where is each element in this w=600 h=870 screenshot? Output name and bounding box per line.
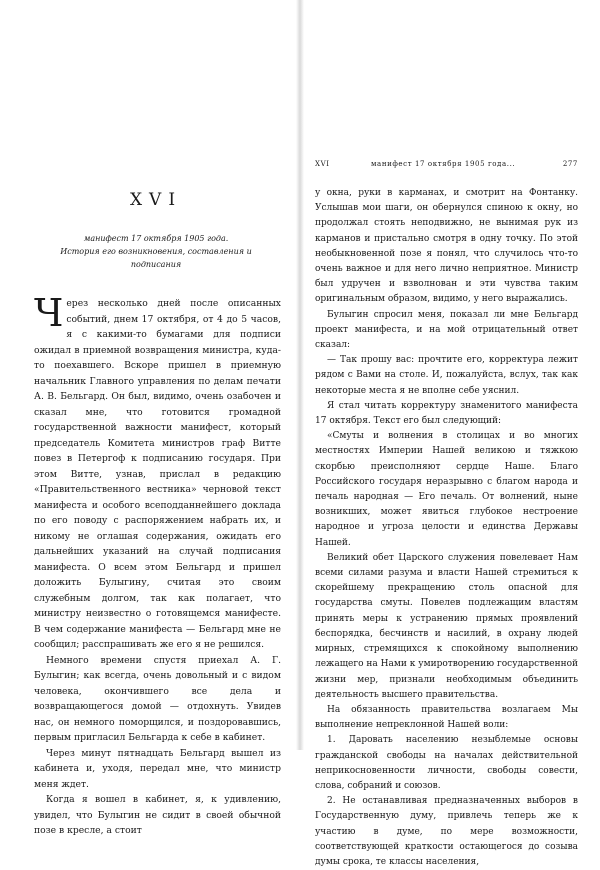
right-page: [301, 0, 600, 867]
chapter-number: XVI: [129, 190, 183, 210]
paragraph: — Так прошу вас: прочтите его, корректура лежит рядом с Вами на столе. И, пожалуйста, вслух, так как некоторые места я не вполне себе уяснил.: [315, 355, 578, 396]
paragraph: Через минут пятнадцать Бельгард вышел из кабинета и, уходя, передал мне, что министр меня ждет.: [34, 747, 281, 790]
paragraph: Великий обет Царского служения повелевает Нам всеми силами разума и власти Нашей стремиться к скорейшему прекращению столь опасной для государства смуты. Повелев подлежащим властям принять меры к устранению прямых проявлений беспорядка, бесчинств и насилий, в охрану людей мирных, стремящихся к спокойному выполнению лежащего на Нами к умиротворению государственной жизни мер, признали необходимым объединить деятельность высшего правительства.: [315, 552, 578, 700]
left-body-text: [34, 291, 281, 839]
running-head-chapter: XVI: [315, 160, 330, 168]
chapter-subtitle-line: манифест 17 октября 1905 года.: [83, 234, 229, 243]
paragraph: у окна, руки в карманах, и смотрит на Фонтанку. Услышав мои шаги, он обернулся спиною к окну, но продолжал стоять неподвижно, не вынимая рук из карманов и пристально смотря в одну точку. По этой необыкновенной позе я понял, что случилось что-то очень важное и для него лично неприятное. Министр был удручен и взволнован и эти чувства таким оригинальным образом, видимо, у него выражались.: [315, 188, 578, 305]
right-body-text: [315, 186, 578, 870]
paragraph-text: ерез несколько дней после описанных событий, днем 17 октября, от 4 до 5 часов, я с какими-то бумагами для подписи ожидал в приемной возвращения министра, куда-то поехавшего. Вскоре пришел в приемную начальник Главного управления по делам печати А. В. Бельгард. Он был, видимо, очень озабочен и сказал мне, что готовится громадной государственной важности манифест, который председатель Комитета министров граф Витте повез в Петергоф к подписанию государя. При этом Витте, узнав, прислал в редакцию «Правительственного вестника» черновой текст манифеста и особого всеподданнейшего доклада по его поводу с распоряжением набрать их, и никому не оглашая содержания, ожидать его дальнейших указаний на случай подписания манифеста. О всем этом Бельгард и пришел доложить Булыгину, считая это своим служебным долгом, так как полагает, что министру неизвестно о готовящемся манифесте. В чем содержание манифеста — Бельгард мне не сообщил; расспрашивать же его я не решился.: [34, 298, 281, 650]
paragraph: «Смуты и волнения в столицах и во многих местностях Империи Нашей великою и тяжкою скорбью преисполняют сердце Наше. Благо Российского государя неразрывно с благом народа и печаль народная — Его печаль. От волнений, ныне возникших, может явиться глубокое нестроение народное и угроза целости и единства Державы Нашей.: [315, 431, 578, 548]
paragraph: Когда я вошел в кабинет, я, к удивлению, увидел, что Булыгин не сидит в своей обычной позе в кресле, а стоит: [34, 794, 281, 836]
running-head-title: манифест 17 октября 1905 года...: [371, 160, 516, 168]
paragraph: Немного времени спустя приехал А. Г. Булыгин; как всегда, очень довольный и с видом человека, окончившего все дела и возвращающегося домой — отдохнуть. Увидев нас, он немного поморщился, и поздоровавшись, первым пригласил Бельгарда к себе в кабинет.: [34, 654, 281, 743]
page-number: 277: [562, 160, 578, 168]
chapter-subtitle-line: История его возникновения, составления и подписания: [60, 247, 252, 269]
left-page: [0, 0, 299, 836]
paragraph: 2. Не останавливая предназначенных выборов в Государственную думу, привлечь теперь же к участию в думе, по мере возможности, соответствующей краткости остающегося до созыва думы срока, те классы населения,: [315, 796, 578, 867]
paragraph: Булыгин спросил меня, показал ли мне Бельгард проект манифеста, и на мой отрицательный ответ сказал:: [315, 309, 578, 351]
chapter-subtitle: [36, 232, 276, 271]
paragraph: [34, 291, 281, 653]
paragraph: Я стал читать корректуру знаменитого манифеста 17 октября. Текст его был следующий:: [315, 400, 578, 427]
paragraph: На обязанность правительства возлагаем Мы выполнение непреклонной Нашей воли:: [315, 704, 578, 731]
paragraph: 1. Даровать населению незыблемые основы гражданской свободы на началах действительной неприкосновенности личности, свободы совести, слова, собраний и союзов.: [315, 735, 578, 791]
running-head: [315, 160, 578, 172]
drop-cap: Ч: [34, 291, 64, 335]
